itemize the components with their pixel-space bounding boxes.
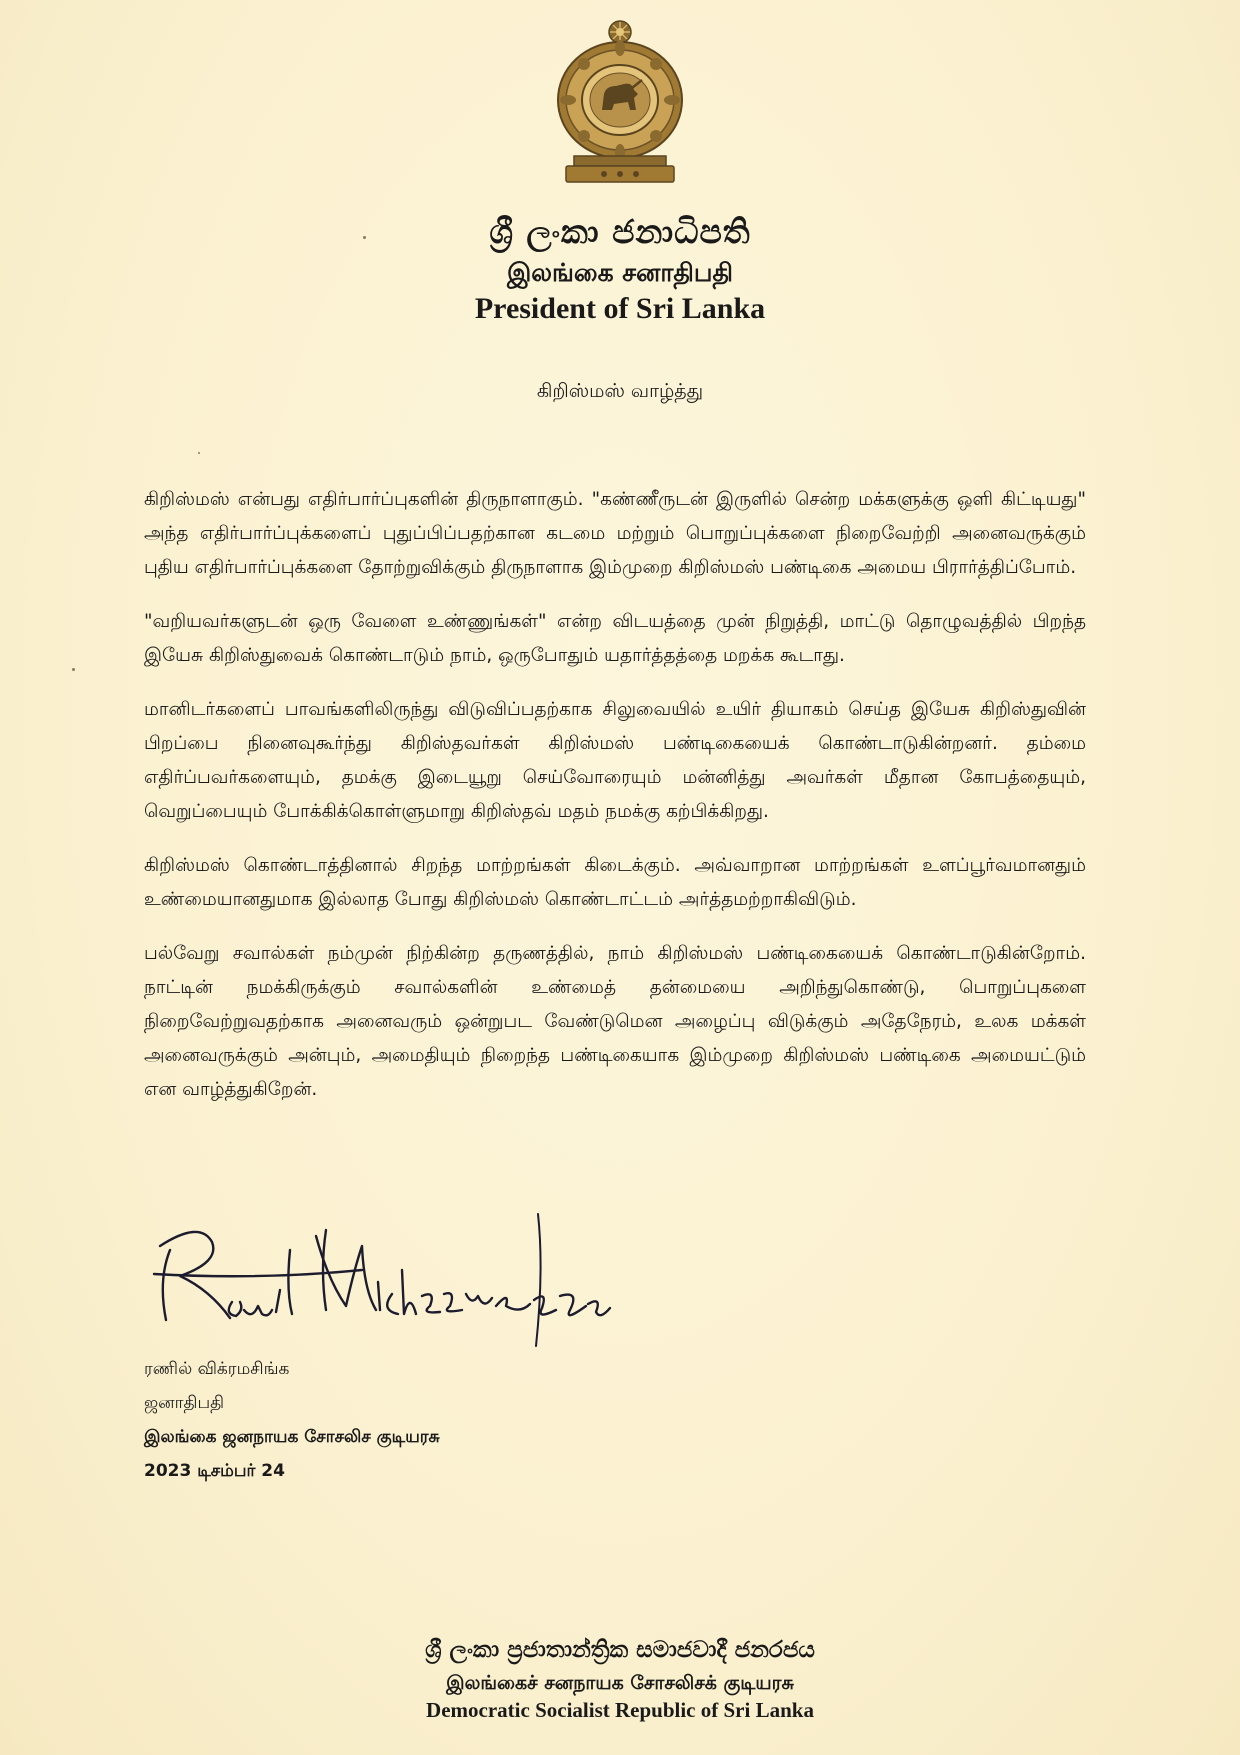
paragraph-1: கிறிஸ்மஸ் என்பது எதிர்பார்ப்புகளின் திருநாளாகும். "கண்ணீருடன் இருளில் சென்ற மக்களுக்கு ஒளி கிட்டியது" அந்த எதிர்பார்ப்புக்களைப் புதுப்பிப்பதற்கான கடமை மற்றும் பொறுப்புக்களை நிறைவேற்றி அனைவருக்கும் புதிய எதிர்பார்ப்புக்களை தோற்றுவிக்கும் திருநாளாக இம்முறை கிறிஸ்மஸ் பண்டிகை அமைய பிரார்த்திப்போம். — [144, 489, 1086, 578]
paragraph-3: மானிடர்களைப் பாவங்களிலிருந்து விடுவிப்பதற்காக சிலுவையில் உயிர் தியாகம் செய்த இயேசு கிறிஸ்துவின் பிறப்பை நினைவுகூர்ந்து கிறிஸ்தவர்கள் கிறிஸ்மஸ் பண்டிகையைக் கொண்டாடுகின்றனர். தம்மை எதிர்ப்பவர்களையும், தமக்கு இடையூறு செய்வோரையும் மன்னித்து அவர்கள் மீதான கோபத்தையும், வெறுப்பையும் போக்கிக்கொள்ளுமாறு கிறிஸ்தவ் மதம் நமக்கு கற்பிக்கிறது. — [144, 699, 1086, 822]
paragraph-2: "வறியவர்களுடன் ஒரு வேளை உண்ணுங்கள்" என்ற விடயத்தை முன் நிறுத்தி, மாட்டு தொழுவத்தில் பிறந்த இயேசு கிறிஸ்துவைக் கொண்டாடும் நாம், ஒருபோதும் யதார்த்தத்தை மறக்க கூடாது. — [144, 611, 1086, 666]
letterhead-tamil: இலங்கை சனாதிபதி — [506, 258, 734, 287]
letter-date: 2023 டிசம்பர் 24 — [144, 1461, 285, 1481]
paper-speck — [363, 236, 366, 239]
signatory-block — [144, 1352, 440, 1488]
paper-speck — [72, 668, 75, 671]
footer-tamil: இலங்கைச் சனநாயக சோசலிசக் குடியரசு — [446, 1672, 794, 1694]
signatory-country: இலங்கை ஜனநாயக சோசலிச குடியரசு — [144, 1427, 440, 1447]
paper-speck — [198, 452, 200, 454]
letterhead-sinhala: ශ්‍රී ලංකා ජනාධිපති — [489, 212, 751, 251]
letterhead-english: President of Sri Lanka — [474, 292, 766, 325]
footer-english: Democratic Socialist Republic of Sri Lanka — [426, 1698, 814, 1722]
sri-lanka-emblem-icon — [544, 18, 696, 188]
footer-sinhala: ශ්‍රී ලංකා ප්‍රජාතාන්ත්‍රික සමාජවාදී ජනරජය — [425, 1636, 815, 1663]
paragraph-5: பல்வேறு சவால்கள் நம்முன் நிற்கின்ற தருணத்தில், நாம் கிறிஸ்மஸ் பண்டிகையைக் கொண்டாடுகின்றோம். நாட்டின் நமக்கிருக்கும் சவால்களின் உண்மைத் தன்மையை அறிந்துகொண்டு, பொறுப்புகளை நிறைவேற்றுவதற்காக அனைவரும் ஒன்றுபட வேண்டுமென அழைப்பு விடுக்கும் அதேநேரம், உலக மக்கள் அனைவருக்கும் அன்பும், அமைதியும் நிறைந்த பண்டிகையாக இம்முறை கிறிஸ்மஸ் பண்டிகை அமையட்டும் என வாழ்த்துகிறேன். — [144, 943, 1086, 1100]
signatory-position: ஜனாதிபதி — [144, 1393, 225, 1413]
letter-body — [144, 483, 1086, 1127]
paragraph-4: கிறிஸ்மஸ் கொண்டாத்தினால் சிறந்த மாற்றங்கள் கிடைக்கும். அவ்வாறான மாற்றங்கள் உளப்பூர்வமானதும் உண்மையானதுமாக இல்லாத போது கிறிஸ்மஸ் கொண்டாட்டம் அர்த்தமற்றாகிவிடும். — [144, 855, 1086, 910]
signatory-name: ரணில் விக்ரமசிங்க — [144, 1359, 290, 1379]
letter-title: கிறிஸ்மஸ் வாழ்த்து — [536, 380, 704, 402]
